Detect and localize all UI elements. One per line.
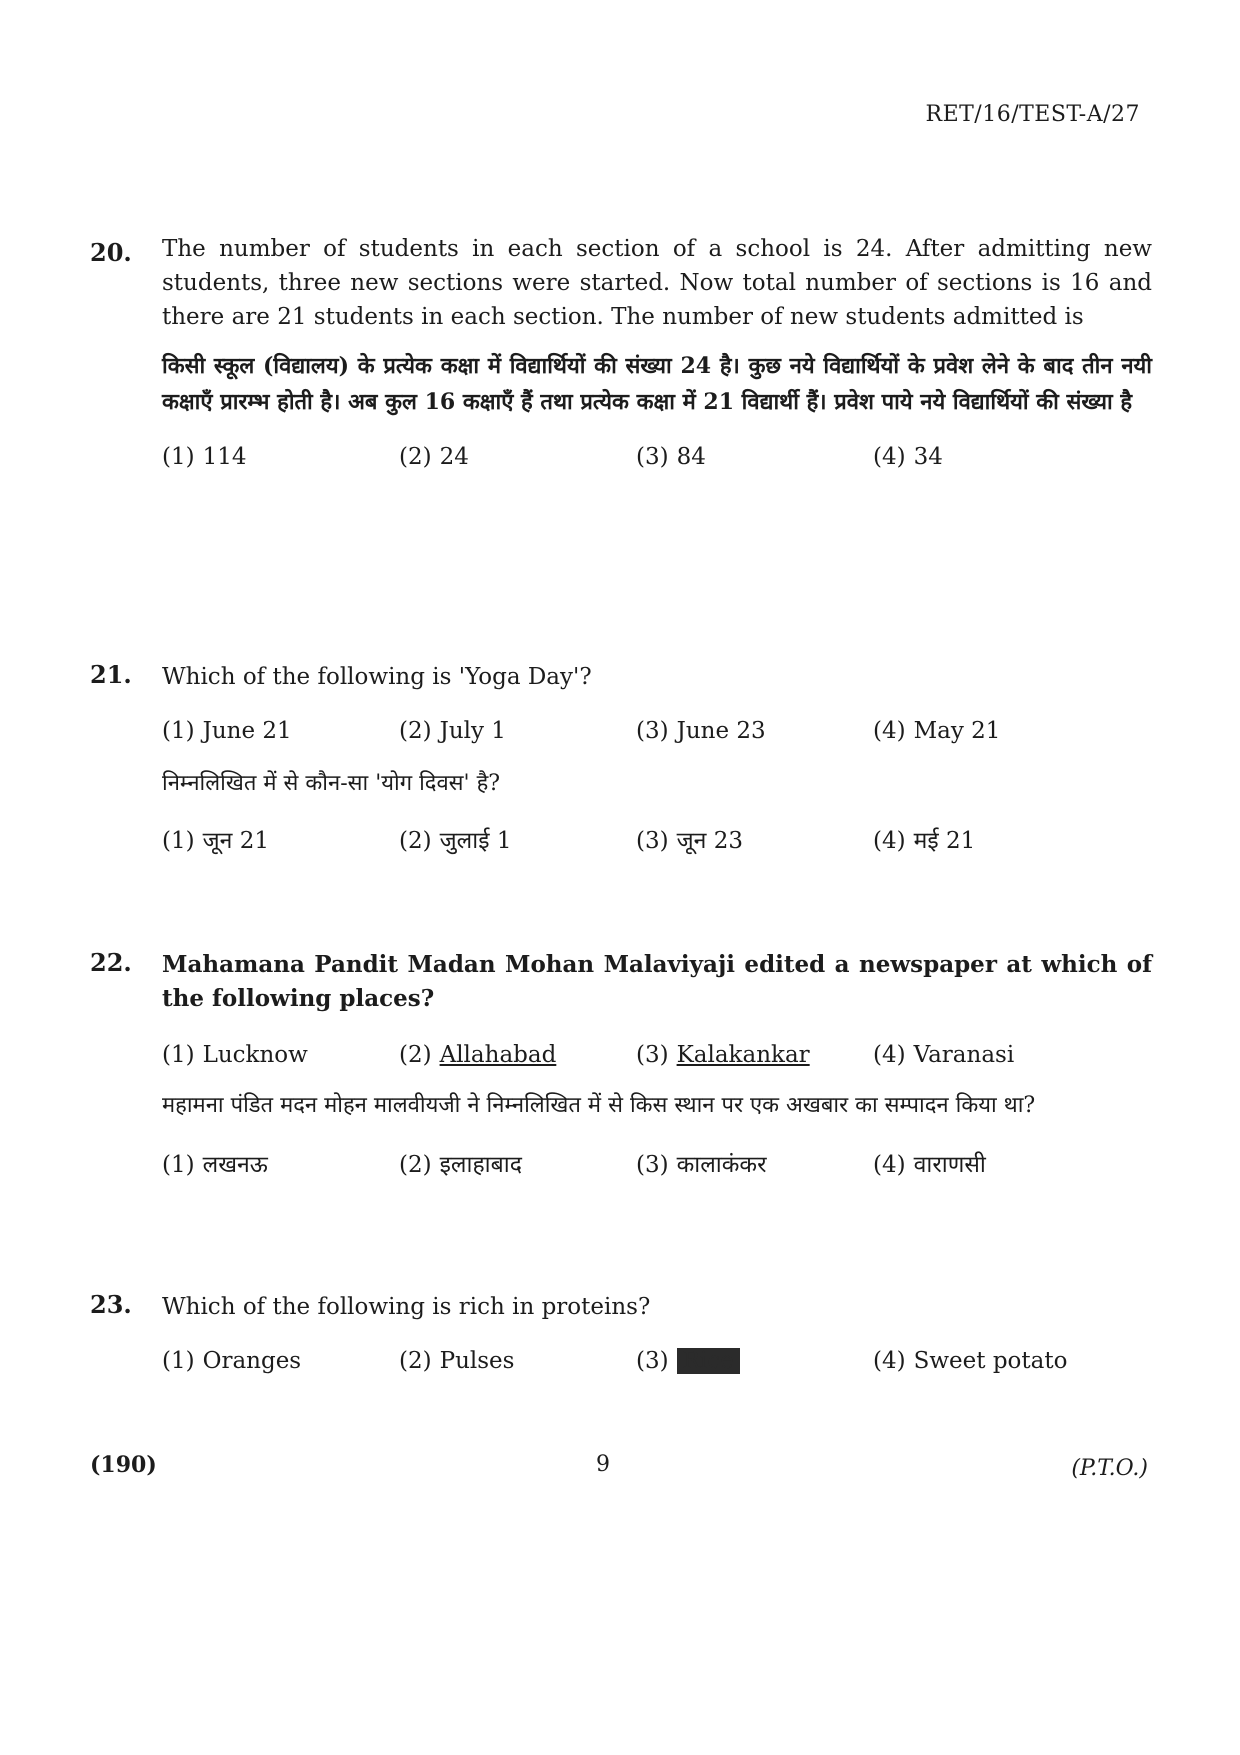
question-text-hi: महामना पंडित मदन मोहन मालवीयजी ने निम्नलिखित में से किस स्थान पर एक अखबार का सम्पादन किया था? xyxy=(162,1093,1036,1118)
option-4-hi[interactable] xyxy=(873,1148,1110,1182)
option-3[interactable] xyxy=(636,440,873,474)
option-4[interactable] xyxy=(873,440,1110,474)
option-number: (3) xyxy=(636,444,669,470)
option-4[interactable] xyxy=(873,1344,1110,1378)
option-number: (2) xyxy=(399,1042,432,1068)
option-3-hi[interactable] xyxy=(636,824,873,858)
option-text: 84 xyxy=(676,444,706,470)
option-1[interactable] xyxy=(162,1344,399,1378)
option-text: Sweet potato xyxy=(913,1348,1068,1374)
option-text: June 23 xyxy=(676,718,766,744)
question-20 xyxy=(90,232,1150,474)
option-list xyxy=(162,1344,1152,1378)
option-text: 24 xyxy=(439,444,469,470)
option-number: (3) xyxy=(636,1348,669,1374)
page-number: 9 xyxy=(596,1452,610,1477)
option-number: (3) xyxy=(636,718,669,744)
option-4-hi[interactable] xyxy=(873,824,1110,858)
option-text-smudged: Rice xyxy=(677,1348,740,1374)
option-list-en xyxy=(162,714,1152,748)
option-2-hi[interactable] xyxy=(399,1148,636,1182)
option-list xyxy=(162,440,1152,474)
option-text: वाराणसी xyxy=(913,1152,986,1178)
option-number: (4) xyxy=(873,1348,906,1374)
option-text: June 21 xyxy=(202,718,292,744)
option-number: (3) xyxy=(636,1042,669,1068)
option-number: (3) xyxy=(636,828,669,854)
option-number: (4) xyxy=(873,444,906,470)
question-21 xyxy=(90,660,1150,858)
option-text: जून 21 xyxy=(202,828,270,854)
option-number: (1) xyxy=(162,828,195,854)
option-number: (4) xyxy=(873,828,906,854)
option-3-hi[interactable] xyxy=(636,1148,873,1182)
option-number: (1) xyxy=(162,1042,195,1068)
question-body xyxy=(162,1290,1152,1378)
option-4[interactable] xyxy=(873,1038,1110,1072)
option-text: इलाहाबाद xyxy=(439,1152,522,1178)
option-text: 34 xyxy=(913,444,943,470)
option-text: 114 xyxy=(202,444,247,470)
option-number: (1) xyxy=(162,1152,195,1178)
option-text: जून 23 xyxy=(676,828,744,854)
option-text: Oranges xyxy=(202,1348,302,1374)
option-list-en xyxy=(162,1038,1152,1072)
option-number: (4) xyxy=(873,718,906,744)
question-text-hi: किसी स्कूल (विद्यालय) के प्रत्येक कक्षा में विद्यार्थियों की संख्या 24 है। कुछ नये विद्यार्थियों के प्रवेश लेने के बाद तीन नयी कक्षाएँ प्रारम्भ होती है। अब कुल 16 कक्षाएँ हैं तथा प्रत्येक कक्षा में 21 विद्यार्थी हैं। प्रवेश पाये नये विद्यार्थियों की संख्या है xyxy=(162,353,1152,415)
question-text-hi: निम्नलिखित में से कौन-सा 'योग दिवस' है? xyxy=(162,771,501,796)
question-body xyxy=(162,660,1152,858)
option-text: Lucknow xyxy=(202,1042,308,1068)
option-number: (2) xyxy=(399,444,432,470)
option-text: May 21 xyxy=(913,718,1001,744)
option-1[interactable] xyxy=(162,440,399,474)
question-body xyxy=(162,948,1152,1182)
option-list-hi xyxy=(162,1148,1152,1182)
option-2[interactable] xyxy=(399,440,636,474)
option-4[interactable] xyxy=(873,714,1110,748)
question-22 xyxy=(90,948,1150,1182)
option-number: (1) xyxy=(162,444,195,470)
option-text: Pulses xyxy=(439,1348,515,1374)
option-1-hi[interactable] xyxy=(162,824,399,858)
option-number: (1) xyxy=(162,718,195,744)
footer-code: (190) xyxy=(90,1452,157,1478)
question-text-en: Which of the following is 'Yoga Day'? xyxy=(162,664,592,690)
pto-marker: (P.T.O.) xyxy=(1071,1456,1148,1481)
option-1[interactable] xyxy=(162,1038,399,1072)
option-3[interactable] xyxy=(636,1344,873,1378)
option-text: Varanasi xyxy=(913,1042,1015,1068)
option-2[interactable] xyxy=(399,1038,636,1072)
option-text: Allahabad xyxy=(439,1042,557,1068)
option-3[interactable] xyxy=(636,1038,873,1072)
option-number: (2) xyxy=(399,828,432,854)
option-text: मई 21 xyxy=(913,828,976,854)
option-number: (1) xyxy=(162,1348,195,1374)
question-number: 22. xyxy=(90,948,132,977)
question-number: 20. xyxy=(90,238,132,267)
question-text-en: Which of the following is rich in proteins? xyxy=(162,1294,651,1320)
question-number: 21. xyxy=(90,660,132,689)
option-2-hi[interactable] xyxy=(399,824,636,858)
option-text: जुलाई 1 xyxy=(439,828,512,854)
option-1-hi[interactable] xyxy=(162,1148,399,1182)
question-number: 23. xyxy=(90,1290,132,1319)
option-number: (4) xyxy=(873,1042,906,1068)
option-number: (2) xyxy=(399,1348,432,1374)
paper-code: RET/16/TEST-A/27 xyxy=(925,102,1140,127)
option-list-hi xyxy=(162,824,1152,858)
option-text: Kalakankar xyxy=(676,1042,810,1068)
question-body xyxy=(162,232,1152,474)
question-text-en: The number of students in each section of a school is 24. After admitting new students, three new sections were started. Now total number of sections is 16 and there are 21 students in each section. The number of new students admitted is xyxy=(162,236,1152,330)
question-text-en: Mahamana Pandit Madan Mohan Malaviyaji edited a newspaper at which of the following places? xyxy=(162,951,1152,1012)
option-number: (2) xyxy=(399,718,432,744)
option-number: (3) xyxy=(636,1152,669,1178)
option-2[interactable] xyxy=(399,714,636,748)
option-3[interactable] xyxy=(636,714,873,748)
option-number: (2) xyxy=(399,1152,432,1178)
option-number: (4) xyxy=(873,1152,906,1178)
option-1[interactable] xyxy=(162,714,399,748)
question-23 xyxy=(90,1290,1150,1378)
option-text: कालाकंकर xyxy=(676,1152,767,1178)
option-text: July 1 xyxy=(439,718,506,744)
option-text: लखनऊ xyxy=(202,1152,268,1178)
option-2[interactable] xyxy=(399,1344,636,1378)
